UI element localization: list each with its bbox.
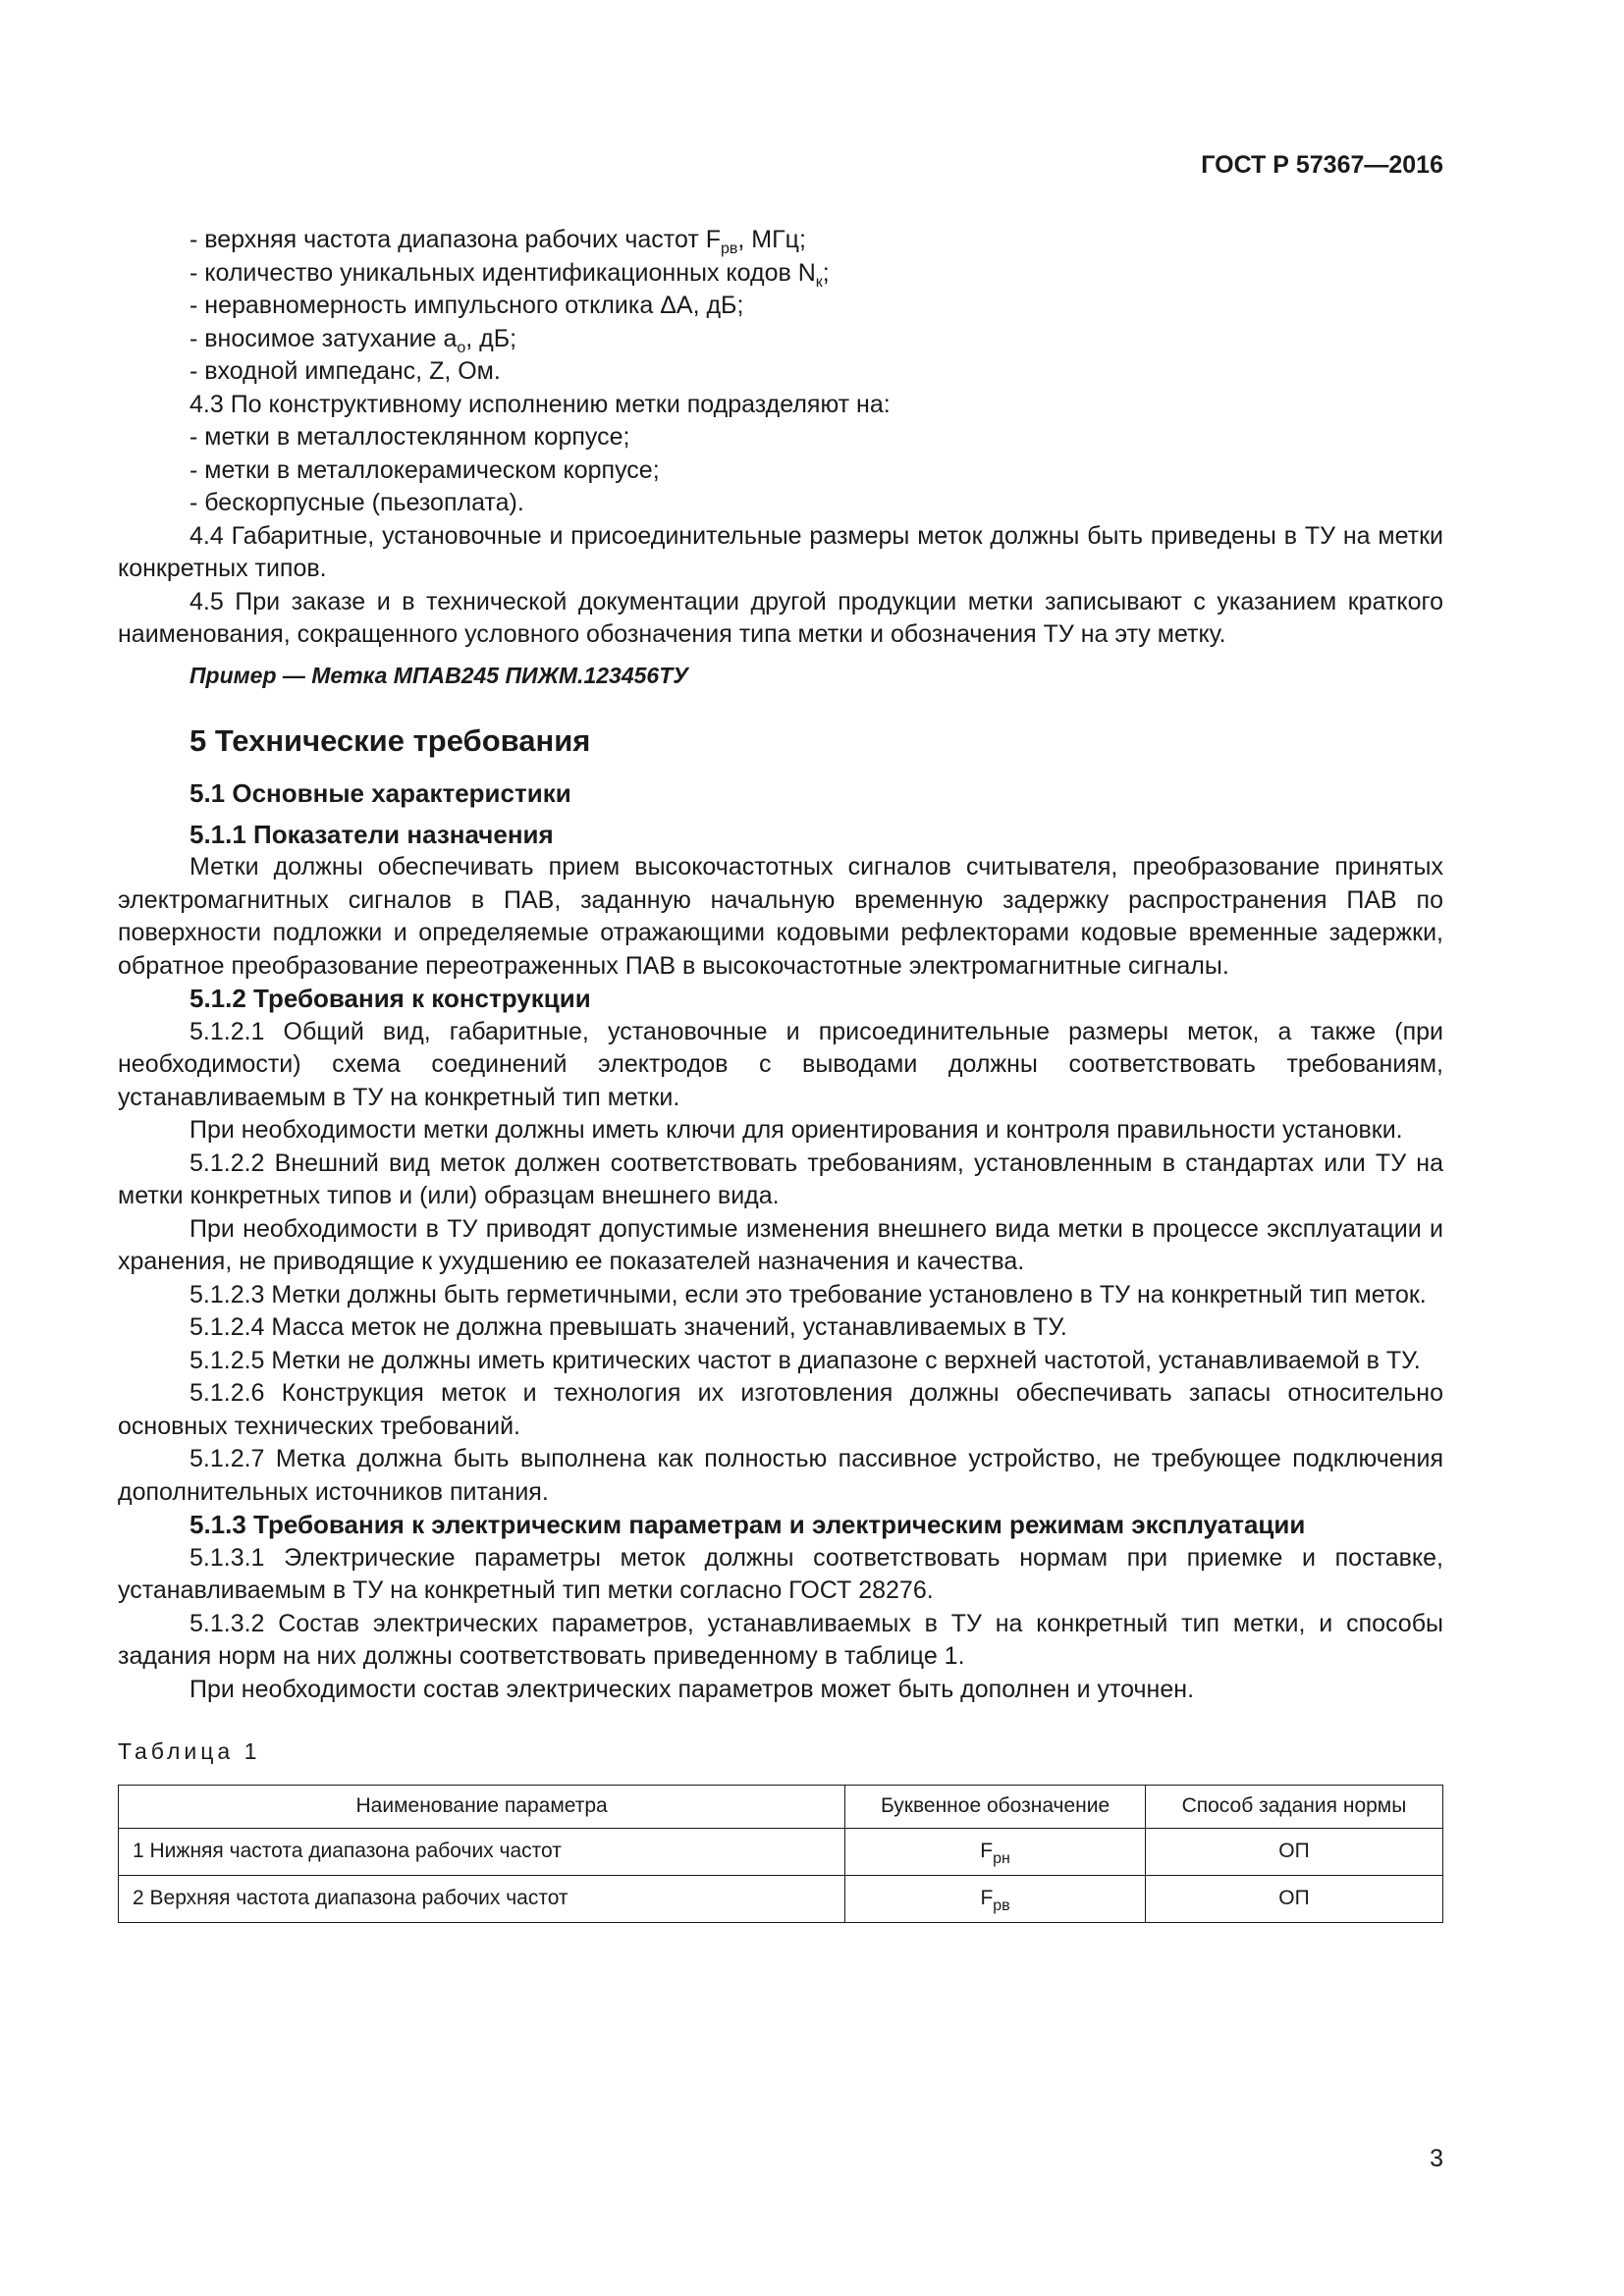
list-item: - количество уникальных идентификационных кодов $N_к$; (189, 258, 830, 291)
subsection-heading-5-1: 5.1 Основные характеристики (189, 778, 571, 808)
list-item: - неравномерность импульсного отклика ΔA, дБ; (189, 292, 744, 319)
column-header: Буквенное обозначение (845, 1785, 1146, 1828)
paragraph-5-1-2-2: 5.1.2.2 Внешний вид меток должен соответствовать требованиям, установленным в стандартах или ТУ на метки конкретных типов и (или) образцам внешнего вида. (118, 1148, 1443, 1209)
paragraph-4-5: 4.5 При заказе и в технической документации другой продукции метки записывают с указанием краткого наименования, сокращенного условного обозначения типа метки и обозначения ТУ на эту метку. (118, 587, 1443, 648)
table-cell-name: 2 Верхняя частота диапазона рабочих частот (119, 1875, 845, 1922)
table-row (119, 1875, 1443, 1922)
list-item: - метки в металлостеклянном корпусе; (189, 423, 630, 451)
paragraph-4-3: 4.3 По конструктивному исполнению метки подразделяют на: (189, 390, 891, 418)
parameters-table (118, 1785, 1443, 1923)
table-header-row (119, 1785, 1443, 1828)
table-cell-name: 1 Нижняя частота диапазона рабочих частот (119, 1828, 845, 1875)
table-cell-symbol: $F_{рн}$ (845, 1828, 1146, 1875)
list-item: - бескорпусные (пьезоплата). (189, 489, 524, 516)
page-number: 3 (1430, 2145, 1443, 2172)
table-cell-method: ОП (1145, 1828, 1442, 1875)
paragraph-5-1-2-7: 5.1.2.7 Метка должна быть выполнена как полностью пассивное устройство, не требующее подключения дополнительных источников питания. (118, 1445, 1443, 1506)
paragraph-5-1-2-3: 5.1.2.3 Метки должны быть герметичными, если это требование установлено в ТУ на конкретный тип меток. (189, 1280, 1427, 1308)
table-cell-symbol: $F_{рв}$ (845, 1875, 1146, 1922)
list-item: - входной импеданс, Z, Ом. (189, 357, 501, 385)
paragraph-5-1-2-6: 5.1.2.6 Конструкция меток и технология их изготовления должны обеспечивать запасы относительно основных технических требований. (118, 1379, 1443, 1440)
subsection-heading-5-1-2: 5.1.2 Требования к конструкции (189, 984, 591, 1013)
table-cell-method: ОП (1145, 1875, 1442, 1922)
list-item: - вносимое затухание $a_o$, дБ; (189, 324, 517, 356)
paragraph-4-4: 4.4 Габаритные, установочные и присоединительные размеры меток должны быть приведены в ТУ на метки конкретных типов. (118, 521, 1443, 582)
paragraph-5-1-2-4: 5.1.2.4 Масса меток не должна превышать значений, устанавливаемых в ТУ. (189, 1313, 1067, 1341)
paragraph-5-1-3-1: 5.1.3.1 Электрические параметры меток должны соответствовать нормам при приемке и поставке, устанавливаемым в ТУ на конкретный тип метки согласно ГОСТ 28276. (118, 1543, 1443, 1604)
paragraph-5-1-2-5: 5.1.2.5 Метки не должны иметь критических частот в диапазоне с верхней частотой, устанавливаемой в ТУ. (189, 1346, 1421, 1374)
list-item: - метки в металлокерамическом корпусе; (189, 455, 660, 484)
list-item: - верхняя частота диапазона рабочих частот $F_{рв}$, МГц; (189, 226, 806, 257)
paragraph-5-1-2-2-note: При необходимости в ТУ приводят допустимые изменения внешнего вида метки в процессе эксплуатации и хранения, не приводящие к ухудшению ее показателей назначения и качества. (118, 1214, 1443, 1275)
paragraph-5-1-2-1: 5.1.2.1 Общий вид, габаритные, установочные и присоединительные размеры меток, а также (при необходимости) схема соединений электродов с выводами должны соответствовать требованиям, устанавливаемым в ТУ на конкретный тип метки. (118, 1017, 1443, 1111)
paragraph-5-1-2-1-note: При необходимости метки должны иметь ключи для ориентирования и контроля правильности установки. (189, 1116, 1403, 1144)
column-header: Способ задания нормы (1145, 1785, 1442, 1828)
table-caption: Таблица 1 (118, 1738, 261, 1764)
document-body (118, 224, 1443, 1923)
paragraph-5-1-3-2-note: При необходимости состав электрических параметров может быть дополнен и уточнен. (189, 1675, 1195, 1703)
paragraph-5-1-1: Метки должны обеспечивать прием высокочастотных сигналов считывателя, преобразование принятых электромагнитных сигналов в ПАВ, заданную начальную временную задержку распространения ПАВ по поверхности подложки и определяемые отражающими кодовыми рефлекторами кодовые временные задержки, обратное преобразование переотраженных ПАВ в высокочастотные электромагнитные сигналы. (118, 853, 1443, 980)
table-row (119, 1828, 1443, 1875)
document-code: ГОСТ Р 57367—2016 (1201, 151, 1443, 179)
subsection-heading-5-1-1: 5.1.1 Показатели назначения (189, 819, 554, 849)
subsection-heading-5-1-3: 5.1.3 Требования к электрическим параметрам и электрическим режимам эксплуатации (189, 1510, 1306, 1539)
section-heading-5: 5 Технические требования (189, 723, 591, 758)
paragraph-5-1-3-2: 5.1.3.2 Состав электрических параметров, устанавливаемых в ТУ на конкретный тип метки, и способы задания норм на них должны соответствовать приведенному в таблице 1. (118, 1609, 1443, 1670)
example-line: Пример — Метка МПАВ245 ПИЖМ.123456ТУ (189, 662, 688, 688)
column-header: Наименование параметра (119, 1785, 845, 1828)
